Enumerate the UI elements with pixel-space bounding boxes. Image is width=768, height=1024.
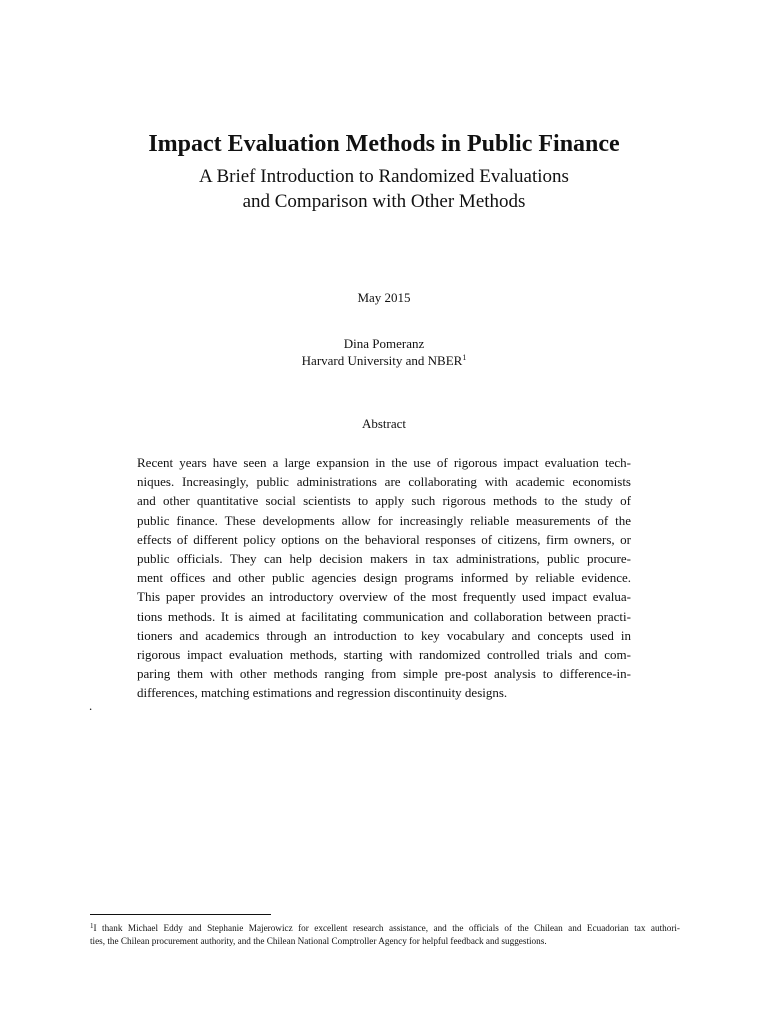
author-affiliation-line — [0, 352, 768, 369]
abstract-line: differences, matching estimations and regression discontinuity designs. — [137, 685, 508, 701]
abstract-body — [137, 453, 631, 702]
paper-date: May 2015 — [357, 290, 411, 305]
footnote-rule — [90, 914, 271, 915]
paper-title: Impact Evaluation Methods in Public Finance — [148, 131, 620, 157]
abstract-line: paring them with other methods ranging from simple pre-post analysis to difference-in- — [137, 666, 631, 682]
abstract-heading: Abstract — [361, 416, 407, 431]
footnote — [90, 922, 680, 948]
abstract-line: rigorous impact evaluation methods, starting with randomized controlled trials and com- — [137, 646, 631, 662]
abstract-line: niques. Increasingly, public administrations are collaborating with academic economists — [137, 474, 631, 490]
paper-subtitle — [0, 164, 768, 214]
abstract-line: tioners and academics through an introduction to key vocabulary and concepts used in — [137, 627, 631, 643]
subtitle-line: and Comparison with Other Methods — [242, 191, 526, 212]
author-name: Dina Pomeranz — [343, 336, 425, 351]
abstract-line: and other quantitative social scientists to apply such rigorous methods to the study of — [137, 493, 631, 509]
abstract-line: This paper provides an introductory overview of the most frequently used impact evalua- — [137, 589, 631, 605]
author-block — [0, 335, 768, 369]
footnote-number: 1 — [90, 922, 94, 930]
abstract-line: tions methods. It is aimed at facilitating communication and collaboration between practi- — [137, 608, 631, 624]
footnote-mark[interactable]: 1 — [462, 353, 467, 362]
footnote-text: I thank Michael Eddy and Stephanie Majerowicz for excellent research assistance, and the officials of the Chilean and Ecuadorian tax authori- — [93, 923, 680, 933]
subtitle-line: A Brief Introduction to Randomized Evaluations — [199, 166, 569, 187]
stray-mark: . — [89, 698, 93, 713]
abstract-line: public finance. These developments allow for increasingly reliable measurements of the — [137, 512, 631, 528]
abstract-line: public officials. They can help decision makers in tax administrations, public procure- — [137, 550, 631, 566]
footnote-line: ties, the Chilean procurement authority, and the Chilean National Comptroller Agency for helpful feedback and suggestions. — [90, 936, 547, 946]
footnote-line — [90, 922, 680, 935]
abstract-line: Recent years have seen a large expansion in the use of rigorous impact evaluation tech- — [137, 455, 631, 470]
abstract-line: effects of different policy options on the behavioral responses of citizens, firm owners, or — [137, 531, 631, 547]
author-affiliation: Harvard University and NBER — [301, 353, 463, 368]
abstract-line: ment offices and other public agencies design programs informed by reliable evidence. — [137, 570, 631, 586]
